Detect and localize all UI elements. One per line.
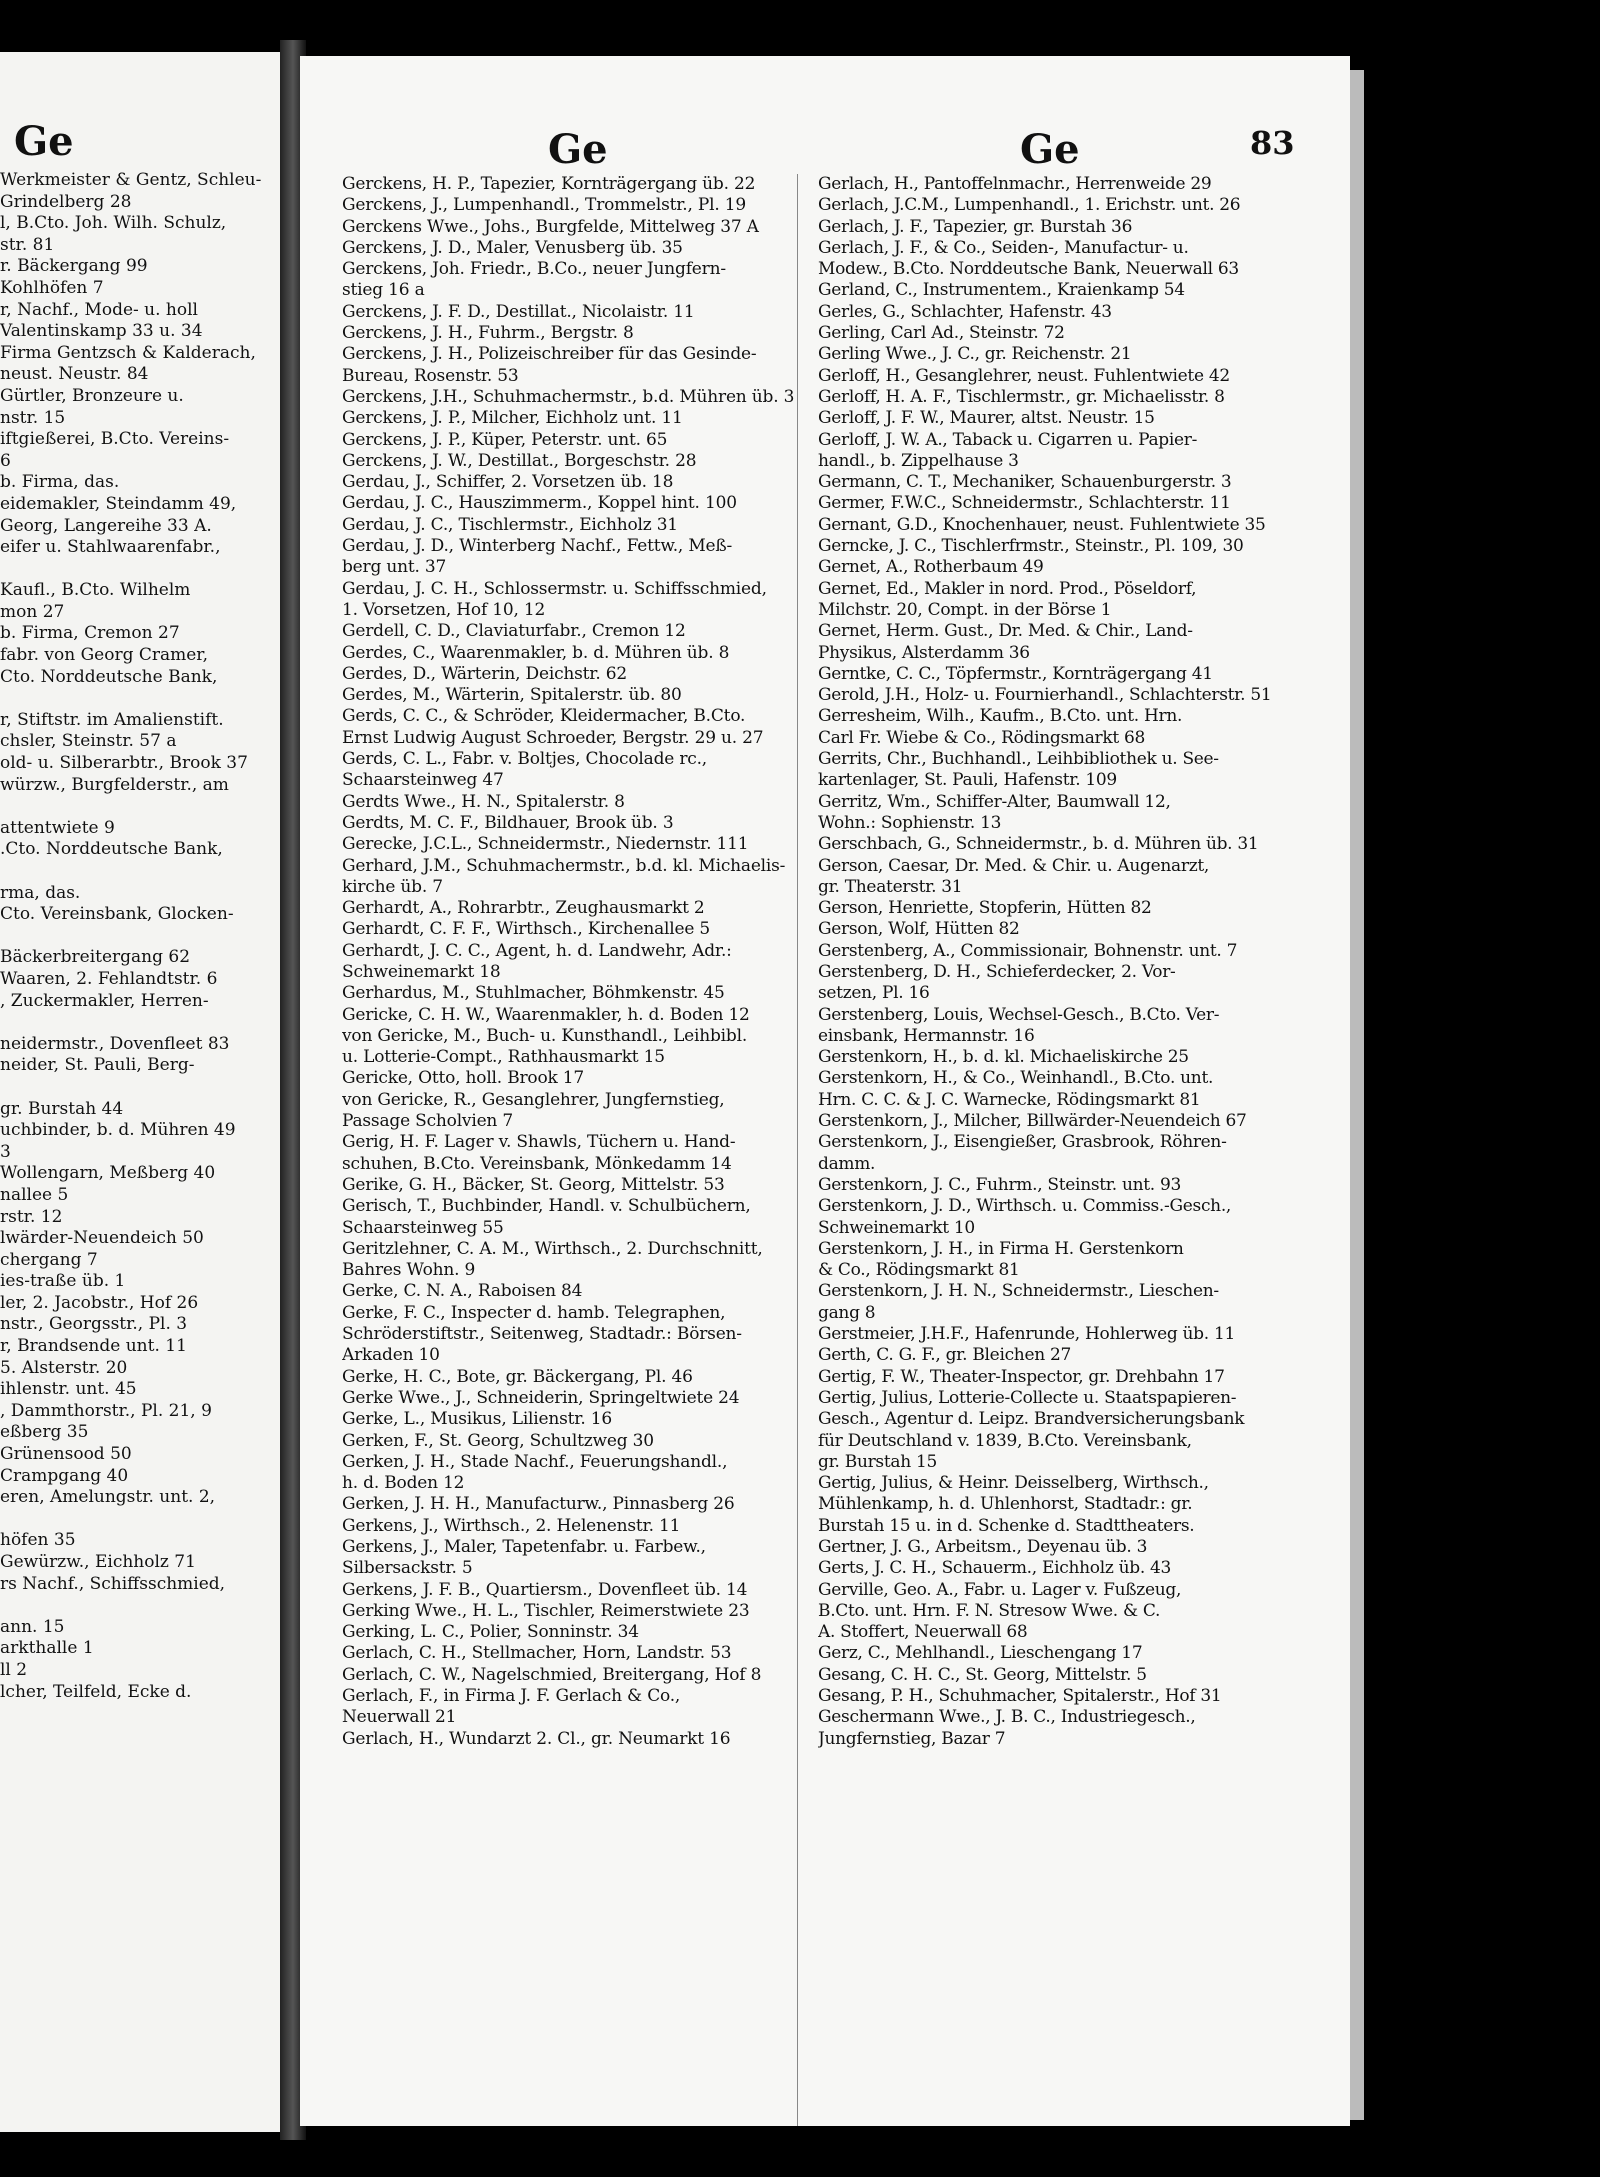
directory-entry-line: Cto. Norddeutsche Bank, xyxy=(0,666,218,687)
directory-entry-line: Gerhard, J.M., Schuhmachermstr., b.d. kl. Michaelis- xyxy=(342,855,786,876)
directory-entry-line: Passage Scholvien 7 xyxy=(342,1111,513,1132)
directory-entry-line: Physikus, Alsterdamm 36 xyxy=(818,642,1030,663)
directory-entry-line: eßberg 35 xyxy=(0,1422,89,1443)
directory-entry-line: Gerntke, C. C., Töpfermstr., Kornträgergang 41 xyxy=(818,663,1213,684)
directory-entry-line: Gerhardt, J. C. C., Agent, h. d. Landwehr, Adr.: xyxy=(342,940,732,961)
directory-entry-line: Bureau, Rosenstr. 53 xyxy=(342,365,519,386)
directory-entry-line: Gerds, C. L., Fabr. v. Boltjes, Chocolade rc., xyxy=(342,749,707,770)
directory-entry-line: Carl Fr. Wiebe & Co., Rödingsmarkt 68 xyxy=(818,727,1146,748)
directory-entry-line: Gerckens, J. H., Fuhrm., Bergstr. 8 xyxy=(342,323,634,344)
directory-entry-line: rma, das. xyxy=(0,882,81,903)
directory-entry-line: Gerking, L. C., Polier, Sonninstr. 34 xyxy=(342,1622,639,1643)
directory-entry-line: Jungfernstieg, Bazar 7 xyxy=(818,1728,1006,1749)
directory-entry-line: 5. Alsterstr. 20 xyxy=(0,1357,128,1378)
directory-entry-line: Mühlenkamp, h. d. Uhlenhorst, Stadtadr.: gr. xyxy=(818,1494,1193,1515)
directory-entry-line: Gerlach, H., Wundarzt 2. Cl., gr. Neumarkt 16 xyxy=(342,1728,731,1749)
directory-entry-line: von Gericke, R., Gesanglehrer, Jungfernstieg, xyxy=(342,1089,725,1110)
directory-entry-line: Cto. Vereinsbank, Glocken- xyxy=(0,904,234,925)
directory-entry-line: Gerlach, H., Pantoffelnmachr., Herrenweide 29 xyxy=(818,174,1212,194)
directory-entry-line: Gerles, G., Schlachter, Hafenstr. 43 xyxy=(818,301,1112,322)
directory-entry-line: für Deutschland v. 1839, B.Cto. Vereinsbank, xyxy=(818,1430,1192,1451)
directory-entry-line: Gesang, P. H., Schuhmacher, Spitalerstr., Hof 31 xyxy=(818,1686,1222,1707)
directory-entry-line: kartenlager, St. Pauli, Hafenstr. 109 xyxy=(818,770,1117,791)
directory-entry-line: Gerlach, F., in Firma J. F. Gerlach & Co., xyxy=(342,1686,681,1707)
directory-entry-line: Gerkens, J., Wirthsch., 2. Helenenstr. 11 xyxy=(342,1515,681,1536)
directory-entry-line: gr. Theaterstr. 31 xyxy=(818,876,963,897)
directory-entry-line: Gerisch, T., Buchbinder, Handl. v. Schulbüchern, xyxy=(342,1196,751,1217)
directory-entry-line: ihlenstr. unt. 45 xyxy=(0,1379,137,1400)
directory-entry-line: Gernet, Ed., Makler in nord. Prod., Pöseldorf, xyxy=(818,578,1197,599)
directory-entry-line: Gerling, Carl Ad., Steinstr. 72 xyxy=(818,323,1065,344)
directory-entry-line: chsler, Steinstr. 57 a xyxy=(0,731,177,752)
column-divider xyxy=(797,174,798,2126)
directory-entry-line: Gerke, H. C., Bote, gr. Bäckergang, Pl. 46 xyxy=(342,1366,693,1387)
directory-entry-line: neider, St. Pauli, Berg- xyxy=(0,1055,195,1076)
directory-entry-line: Gerlach, C. W., Nagelschmied, Breitergang, Hof 8 xyxy=(342,1664,762,1685)
directory-entry-line: Germer, F.W.C., Schneidermstr., Schlachterstr. 11 xyxy=(818,493,1231,514)
directory-entry-line: Gerdes, D., Wärterin, Deichstr. 62 xyxy=(342,663,627,684)
directory-entry-line: Gerstenkorn, J., Milcher, Billwärder-Neuendeich 67 xyxy=(818,1111,1247,1132)
directory-entry-line: Hrn. C. C. & J. C. Warnecke, Rödingsmarkt 81 xyxy=(818,1089,1201,1110)
directory-entry-line: uchbinder, b. d. Mühren 49 xyxy=(0,1120,236,1141)
directory-entry-line: Gerold, J.H., Holz- u. Fournierhandl., Schlachterstr. 51 xyxy=(818,685,1272,706)
directory-entry-line: Gertig, Julius, Lotterie-Collecte u. Staatspapieren- xyxy=(818,1387,1237,1408)
directory-entry-line: Gerresheim, Wilh., Kaufm., B.Cto. unt. Hrn. xyxy=(818,706,1183,727)
directory-entry-line: Gerstenkorn, J., Eisengießer, Grasbrook, Röhren- xyxy=(818,1132,1227,1153)
directory-entry-line xyxy=(0,559,280,581)
directory-entry-line: neidermstr., Dovenfleet 83 xyxy=(0,1033,230,1054)
directory-entry-line: Gerhardt, C. F. F., Wirthsch., Kirchenallee 5 xyxy=(342,919,711,940)
directory-entry-line: 1. Vorsetzen, Hof 10, 12 xyxy=(342,599,546,620)
directory-entry-line: nallee 5 xyxy=(0,1184,69,1205)
directory-entry-line: Gerstenberg, D. H., Schieferdecker, 2. Vor- xyxy=(818,961,1176,982)
directory-entry-line: handl., b. Zippelhause 3 xyxy=(818,450,1019,471)
directory-entry-line: Gerson, Henriette, Stopferin, Hütten 82 xyxy=(818,898,1152,919)
directory-entry-line: Gertner, J. G., Arbeitsm., Deyenau üb. 3 xyxy=(818,1537,1148,1557)
directory-entry-line: arkthalle 1 xyxy=(0,1638,94,1659)
directory-entry-line: Bäckerbreitergang 62 xyxy=(0,947,191,968)
directory-entry-line: Gericke, Otto, holl. Brook 17 xyxy=(342,1068,585,1089)
directory-entry-line: Kohlhöfen 7 xyxy=(0,277,104,298)
directory-entry-line: Wollengarn, Meßberg 40 xyxy=(0,1163,216,1184)
directory-entry-line: Gesang, C. H. C., St. Georg, Mittelstr. 5 xyxy=(818,1664,1147,1685)
directory-entry-line: Silbersackstr. 5 xyxy=(342,1558,473,1579)
entries-column-right xyxy=(818,174,1350,1750)
directory-entry-line: mon 27 xyxy=(0,601,65,622)
directory-entry-line: Gerling Wwe., J. C., gr. Reichenstr. 21 xyxy=(818,344,1132,365)
directory-entry-line: gr. Burstah 15 xyxy=(818,1451,937,1472)
directory-entry-line: Gerckens, J. P., Milcher, Eichholz unt. 11 xyxy=(342,408,683,429)
directory-entry-line: lwärder-Neuendeich 50 xyxy=(0,1228,204,1249)
directory-entry-line: Grünensood 50 xyxy=(0,1444,132,1465)
directory-entry-line: Gerken, J. H. H., Manufacturw., Pinnasberg 26 xyxy=(342,1494,735,1515)
directory-entry-line: Modew., B.Cto. Norddeutsche Bank, Neuerwall 63 xyxy=(818,259,1239,280)
directory-entry-line: Gernet, A., Rotherbaum 49 xyxy=(818,557,1044,578)
directory-entry-line: Gürtler, Bronzeure u. xyxy=(0,385,184,406)
directory-entry-line: ll 2 xyxy=(0,1659,28,1680)
directory-entry-line xyxy=(0,1012,280,1034)
directory-entry-line: r, Nachf., Mode- u. holl xyxy=(0,299,198,320)
directory-entry-line: rstr. 12 xyxy=(0,1206,63,1227)
directory-entry-line: gr. Burstah 44 xyxy=(0,1098,124,1119)
directory-entry-line: Schaarsteinweg 55 xyxy=(342,1217,504,1238)
directory-entry-line: Gerke, C. N. A., Raboisen 84 xyxy=(342,1281,583,1302)
directory-entry-line: Gerstenkorn, J. C., Fuhrm., Steinstr. unt. 93 xyxy=(818,1174,1182,1195)
directory-entry-line: r, Brandsende unt. 11 xyxy=(0,1336,187,1357)
directory-entry-line: attentwiete 9 xyxy=(0,817,115,838)
directory-entry-line: Gerdell, C. D., Claviaturfabr., Cremon 12 xyxy=(342,621,686,642)
directory-entry-line xyxy=(0,1595,280,1617)
directory-entry-line: Gerland, C., Instrumentem., Kraienkamp 54 xyxy=(818,280,1185,301)
directory-entry-line: Gerke, L., Musikus, Lilienstr. 16 xyxy=(342,1409,612,1430)
directory-entry-line: Gerson, Caesar, Dr. Med. & Chir. u. Augenarzt, xyxy=(818,855,1209,876)
directory-entry-line: Gerckens, H. P., Tapezier, Kornträgergang üb. 22 xyxy=(342,174,756,194)
directory-entry-line: b. Firma, das. xyxy=(0,472,120,493)
directory-entry-line: Georg, Langereihe 33 A. xyxy=(0,515,212,536)
directory-entry-line: Gerckens, J. W., Destillat., Borgeschstr. 28 xyxy=(342,450,697,471)
directory-entry-line: 3 xyxy=(0,1141,11,1162)
directory-entry-line: Gertig, F. W., Theater-Inspector, gr. Drehbahn 17 xyxy=(818,1366,1225,1387)
directory-entry-line: , Dammthorstr., Pl. 21, 9 xyxy=(0,1400,212,1421)
directory-entry-line: h. d. Boden 12 xyxy=(342,1473,465,1494)
directory-entry-line: Gerstenkorn, J. H. N., Schneidermstr., Lieschen- xyxy=(818,1281,1219,1302)
directory-entry-line: Schröderstiftstr., Seitenweg, Stadtadr.: Börsen- xyxy=(342,1324,742,1345)
directory-entry-line: gang 8 xyxy=(818,1302,876,1323)
directory-entry-line: Gerike, G. H., Bäcker, St. Georg, Mittelstr. 53 xyxy=(342,1174,725,1195)
directory-entry-line: Gerig, H. F. Lager v. Shawls, Tüchern u. Hand- xyxy=(342,1132,736,1153)
directory-entry-line: Gerkens, J. F. B., Quartiersm., Dovenfleet üb. 14 xyxy=(342,1579,748,1600)
page-header-mid: Ge xyxy=(1020,126,1080,173)
directory-entry-line: nstr. 15 xyxy=(0,407,66,428)
directory-entry-line: Gerstenkorn, H., b. d. kl. Michaeliskirche 25 xyxy=(818,1047,1189,1068)
directory-entry-line: Gerschbach, G., Schneidermstr., b. d. Mühren üb. 31 xyxy=(818,834,1259,855)
directory-entry-line: Gerkens, J., Maler, Tapetenfabr. u. Farbew., xyxy=(342,1537,706,1557)
directory-entry-line: Gerritz, Wm., Schiffer-Alter, Baumwall 12, xyxy=(818,791,1171,812)
directory-entry-line: Gerckens Wwe., Johs., Burgfelde, Mittelweg 37 A xyxy=(342,216,759,237)
directory-entry-line: Gerth, C. G. F., gr. Bleichen 27 xyxy=(818,1345,1071,1366)
directory-entry-line: fabr. von Georg Cramer, xyxy=(0,645,208,666)
directory-entry-line xyxy=(0,1509,280,1531)
directory-entry-line: Gerdau, J., Schiffer, 2. Vorsetzen üb. 18 xyxy=(342,472,674,493)
directory-entry-line: einsbank, Hermannstr. 16 xyxy=(818,1025,1035,1046)
directory-entry-line xyxy=(0,688,280,710)
directory-entry-line: r, Stiftstr. im Amalienstift. xyxy=(0,709,224,730)
directory-entry-line: stieg 16 a xyxy=(342,280,425,301)
directory-entry-line: Arkaden 10 xyxy=(342,1345,440,1366)
directory-entry-line: Gerncke, J. C., Tischlerfrmstr., Steinstr., Pl. 109, 30 xyxy=(818,536,1244,557)
directory-entry-line: eifer u. Stahlwaarenfabr., xyxy=(0,537,221,558)
directory-entry-line: Geschermann Wwe., J. B. C., Industriegesch., xyxy=(818,1707,1196,1728)
directory-entry-line: Gerken, F., St. Georg, Schultzweg 30 xyxy=(342,1430,654,1451)
directory-entry-line: & Co., Rödingsmarkt 81 xyxy=(818,1260,1020,1281)
directory-entry-line: Schweinemarkt 18 xyxy=(342,961,501,982)
directory-entry-line: Gericke, C. H. W., Waarenmakler, h. d. Boden 12 xyxy=(342,1004,750,1025)
directory-entry-line: Neuerwall 21 xyxy=(342,1707,457,1728)
directory-entry-line: Gerts, J. C. H., Schauerm., Eichholz üb. 43 xyxy=(818,1558,1172,1579)
directory-entry-line: kirche üb. 7 xyxy=(342,876,443,897)
directory-entry-line: Grindelberg 28 xyxy=(0,191,132,212)
directory-entry-line: Waaren, 2. Fehlandtstr. 6 xyxy=(0,968,218,989)
directory-entry-line: Gerke, F. C., Inspecter d. hamb. Telegraphen, xyxy=(342,1302,726,1323)
directory-entry-line: Gerlach, C. H., Stellmacher, Horn, Landstr. 53 xyxy=(342,1643,732,1664)
directory-entry-line: Gerckens, J. D., Maler, Venusberg üb. 35 xyxy=(342,237,683,258)
directory-entry-line: Bahres Wohn. 9 xyxy=(342,1260,476,1281)
directory-entry-line: Gerecke, J.C.L., Schneidermstr., Niedernstr. 111 xyxy=(342,834,749,855)
directory-entry-line: Gerloff, J. F. W., Maurer, altst. Neustr. 15 xyxy=(818,408,1155,429)
directory-entry-line xyxy=(0,1077,280,1099)
page-header-left: Ge xyxy=(548,126,608,173)
directory-entry-line: 6 xyxy=(0,450,11,471)
directory-entry-line: chergang 7 xyxy=(0,1249,98,1270)
directory-entry-line: l, B.Cto. Joh. Wilh. Schulz, xyxy=(0,213,227,234)
directory-entry-line xyxy=(0,926,280,948)
directory-entry-line: Gerhardt, A., Rohrarbtr., Zeughausmarkt 2 xyxy=(342,898,705,919)
directory-entry-line: setzen, Pl. 16 xyxy=(818,983,930,1004)
previous-page-entries xyxy=(0,170,280,1703)
entries-column-left xyxy=(342,174,864,1750)
directory-entry-line: Crampgang 40 xyxy=(0,1465,129,1486)
directory-entry-line: Gerckens, J. P., Küper, Peterstr. unt. 65 xyxy=(342,429,668,450)
directory-entry-line: Gernant, G.D., Knochenhauer, neust. Fuhlentwiete 35 xyxy=(818,514,1266,535)
directory-entry-line: Gertig, Julius, & Heinr. Deisselberg, Wirthsch., xyxy=(818,1473,1209,1494)
directory-entry-line: Kaufl., B.Cto. Wilhelm xyxy=(0,580,191,601)
directory-entry-line: Gewürzw., Eichholz 71 xyxy=(0,1552,196,1572)
directory-entry-line: u. Lotterie-Compt., Rathhausmarkt 15 xyxy=(342,1047,665,1068)
directory-entry-line: berg unt. 37 xyxy=(342,557,447,578)
directory-entry-line: .Cto. Norddeutsche Bank, xyxy=(0,839,223,860)
directory-entry-line: Gerdau, J. D., Winterberg Nachf., Fettw., Meß- xyxy=(342,536,733,557)
directory-entry-line: Gerstenkorn, J. D., Wirthsch. u. Commiss.-Gesch., xyxy=(818,1196,1232,1217)
directory-entry-line: höfen 35 xyxy=(0,1530,76,1551)
directory-entry-line: eren, Amelungstr. unt. 2, xyxy=(0,1487,216,1508)
directory-entry-line: ies-traße üb. 1 xyxy=(0,1271,126,1292)
previous-page xyxy=(0,52,280,2132)
directory-entry-line: Gerstenberg, Louis, Wechsel-Gesch., B.Cto. Ver- xyxy=(818,1004,1220,1025)
directory-entry-line: Geritzlehner, C. A. M., Wirthsch., 2. Durchschnitt, xyxy=(342,1238,763,1259)
directory-entry-line: Ernst Ludwig August Schroeder, Bergstr. 29 u. 27 xyxy=(342,727,764,748)
page-number: 83 xyxy=(1250,124,1295,162)
directory-entry-line: ann. 15 xyxy=(0,1616,65,1637)
directory-entry-line: neust. Neustr. 84 xyxy=(0,364,149,385)
directory-entry-line: Gerstmeier, J.H.F., Hafenrunde, Hohlerweg üb. 11 xyxy=(818,1324,1235,1345)
directory-page xyxy=(300,56,1350,2126)
page-edge xyxy=(1350,70,1364,2120)
directory-entry-line: rs Nachf., Schiffsschmied, xyxy=(0,1573,226,1594)
directory-entry-line: Wohn.: Sophienstr. 13 xyxy=(818,812,1002,833)
directory-entry-line: A. Stoffert, Neuerwall 68 xyxy=(818,1622,1028,1643)
directory-entry-line: Schweinemarkt 10 xyxy=(818,1217,975,1238)
directory-entry-line: Gerdau, J. C., Tischlermstr., Eichholz 31 xyxy=(342,514,678,535)
directory-entry-line: Werkmeister & Gentz, Schleu- xyxy=(0,170,262,190)
directory-entry-line: Gerhardus, M., Stuhlmacher, Böhmkenstr. 45 xyxy=(342,983,725,1004)
directory-entry-line: Gerdes, M., Wärterin, Spitalerstr. üb. 80 xyxy=(342,685,682,706)
directory-entry-line: Gerville, Geo. A., Fabr. u. Lager v. Fußzeug, xyxy=(818,1579,1182,1600)
directory-entry-line: Gerckens, J.H., Schuhmachermstr., b.d. Mühren üb. 3 xyxy=(342,386,795,407)
directory-entry-line: Schaarsteinweg 47 xyxy=(342,770,504,791)
previous-page-header: Ge xyxy=(14,118,74,165)
directory-entry-line: Gerloff, H. A. F., Tischlermstr., gr. Michaelisstr. 8 xyxy=(818,386,1225,407)
directory-entry-line xyxy=(0,796,280,818)
directory-entry-line: von Gericke, M., Buch- u. Kunsthandl., Leihbibl. xyxy=(342,1025,748,1046)
directory-entry-line: Gerke Wwe., J., Schneiderin, Springeltwiete 24 xyxy=(342,1387,740,1408)
directory-entry-line: Milchstr. 20, Compt. in der Börse 1 xyxy=(818,599,1112,620)
directory-entry-line: B.Cto. unt. Hrn. F. N. Stresow Wwe. & C. xyxy=(818,1600,1161,1621)
directory-entry-line: Gerloff, J. W. A., Taback u. Cigarren u. Papier- xyxy=(818,429,1198,450)
directory-entry-line: Gerson, Wolf, Hütten 82 xyxy=(818,919,1020,940)
directory-entry-line: Valentinskamp 33 u. 34 xyxy=(0,321,203,342)
directory-entry-line: Gerdau, J. C. H., Schlossermstr. u. Schiffsschmied, xyxy=(342,578,767,599)
directory-entry-line: würzw., Burgfelderstr., am xyxy=(0,774,229,795)
directory-entry-line xyxy=(0,861,280,883)
directory-entry-line: Gerlach, J. F., Tapezier, gr. Burstah 36 xyxy=(818,216,1133,237)
directory-entry-line: Gerken, J. H., Stade Nachf., Feuerungshandl., xyxy=(342,1451,728,1472)
directory-entry-line: old- u. Silberarbtr., Brook 37 xyxy=(0,753,248,774)
directory-entry-line: Germann, C. T., Mechaniker, Schauenburgerstr. 3 xyxy=(818,472,1232,493)
directory-entry-line: Gernet, Herm. Gust., Dr. Med. & Chir., Land- xyxy=(818,621,1193,642)
directory-entry-line: schuhen, B.Cto. Vereinsbank, Mönkedamm 14 xyxy=(342,1153,732,1174)
directory-entry-line: Gerloff, H., Gesanglehrer, neust. Fuhlentwiete 42 xyxy=(818,365,1230,386)
directory-entry-line: Gerdau, J. C., Hauszimmerm., Koppel hint. 100 xyxy=(342,493,737,514)
directory-entry-line: r. Bäckergang 99 xyxy=(0,256,148,277)
directory-entry-line: Gerckens, J., Lumpenhandl., Trommelstr., Pl. 19 xyxy=(342,195,747,216)
directory-entry-line: Gerking Wwe., H. L., Tischler, Reimerstwiete 23 xyxy=(342,1600,750,1621)
directory-entry-line: Gerckens, Joh. Friedr., B.Co., neuer Jungfern- xyxy=(342,259,726,280)
directory-entry-line: Gesch., Agentur d. Leipz. Brandversicherungsbank xyxy=(818,1409,1245,1430)
directory-entry-line: damm. xyxy=(818,1153,876,1174)
directory-entry-line: iftgießerei, B.Cto. Vereins- xyxy=(0,429,230,450)
directory-entry-line: Gerdts Wwe., H. N., Spitalerstr. 8 xyxy=(342,791,625,812)
directory-entry-line: b. Firma, Cremon 27 xyxy=(0,623,180,644)
directory-entry-line: Gerds, C. C., & Schröder, Kleidermacher, B.Cto. xyxy=(342,706,746,727)
directory-entry-line: Gerstenkorn, H., & Co., Weinhandl., B.Cto. unt. xyxy=(818,1068,1214,1089)
directory-entry-line: nstr., Georgsstr., Pl. 3 xyxy=(0,1314,188,1335)
directory-entry-line: Firma Gentzsch & Kalderach, xyxy=(0,342,256,363)
directory-entry-line: lcher, Teilfeld, Ecke d. xyxy=(0,1681,192,1702)
directory-entry-line: Gerrits, Chr., Buchhandl., Leihbibliothek u. See- xyxy=(818,749,1219,770)
directory-entry-line: ler, 2. Jacobstr., Hof 26 xyxy=(0,1292,199,1313)
directory-entry-line: Gerckens, J. F. D., Destillat., Nicolaistr. 11 xyxy=(342,301,695,322)
directory-entry-line: Gerstenkorn, J. H., in Firma H. Gerstenkorn xyxy=(818,1238,1184,1259)
directory-entry-line: Burstah 15 u. in d. Schenke d. Stadttheaters. xyxy=(818,1515,1195,1536)
directory-entry-line: Gerckens, J. H., Polizeischreiber für das Gesinde- xyxy=(342,344,757,365)
directory-entry-line: str. 81 xyxy=(0,234,55,255)
directory-entry-line: Gerstenberg, A., Commissionair, Bohnenstr. unt. 7 xyxy=(818,940,1238,961)
directory-entry-line: Gerdts, M. C. F., Bildhauer, Brook üb. 3 xyxy=(342,812,674,833)
directory-entry-line: Gerz, C., Mehlhandl., Lieschengang 17 xyxy=(818,1643,1143,1664)
directory-entry-line: eidemakler, Steindamm 49, xyxy=(0,493,237,514)
directory-entry-line: , Zuckermakler, Herren- xyxy=(0,990,209,1011)
directory-entry-line: Gerlach, J.C.M., Lumpenhandl., 1. Erichstr. unt. 26 xyxy=(818,195,1241,216)
directory-entry-line: Gerlach, J. F., & Co., Seiden-, Manufactur- u. xyxy=(818,237,1189,258)
directory-entry-line: Gerdes, C., Waarenmakler, b. d. Mühren üb. 8 xyxy=(342,642,730,663)
